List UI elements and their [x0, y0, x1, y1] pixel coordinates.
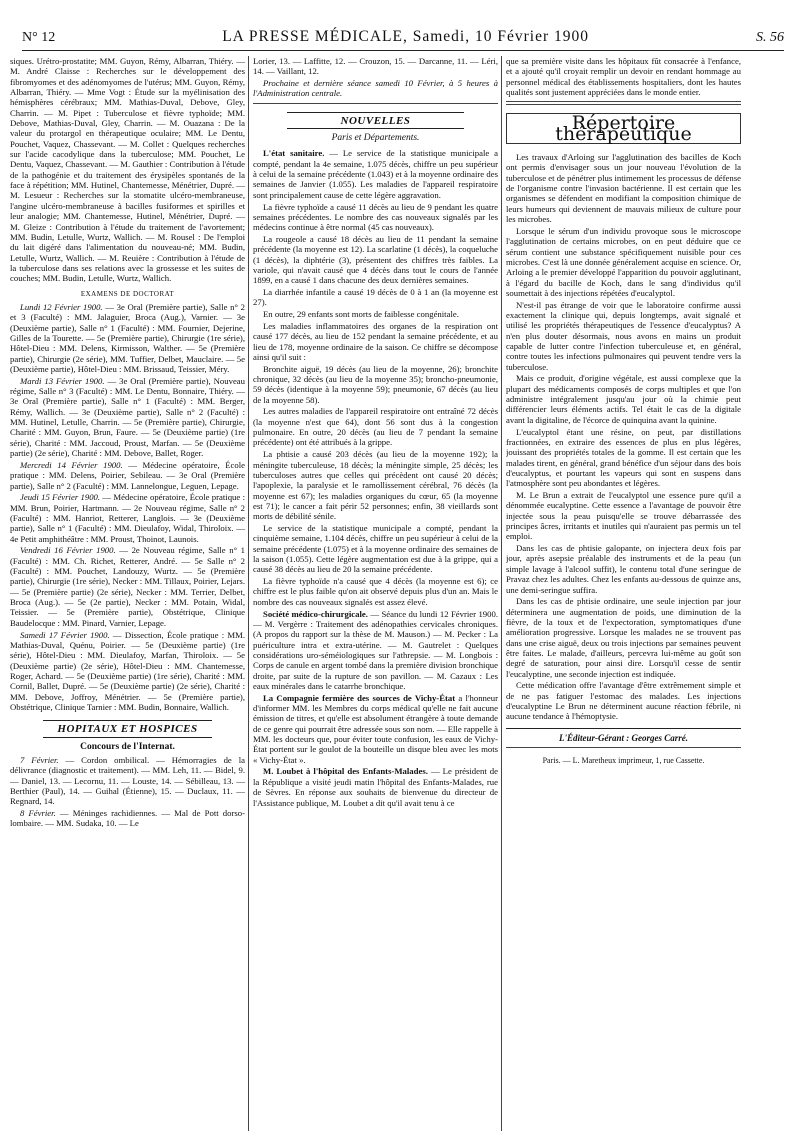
loubet-paragraph: M. Loubet à l'hôpital des Enfants-Malades. — Le président de la République a visité jeudi matin l'hôpital des Enfants-Malades, rue de Sèvres. En réponse aux souhaits de bienvenue du directeur de l'Assistance publique, M. Loubet a dit qu'il avait tenu à ce	[253, 766, 498, 808]
repertoire-paragraph-3: N'est-il pas étrange de voir que le laboratoire confirme aussi exactement la clinique qui, depuis longtemps, avait signalé et utilisé les propriétés thérapeutiques de l'essence d'eucalyptus? A n'en plus douter désormais, nous avons en mains un produit capable de lutter contre l'infection tuberculeuse et, en général, contre toutes les infections pulmonaires qui peuvent tendre vers la tuberculose.	[506, 299, 741, 372]
repertoire-paragraph-7: Dans les cas de phtisie galopante, on injectera deux fois par jour, après asepsie préalable des instruments et de la peau (un simple lavage à l'alcool suffit), le contenu total d'une seringue de Pravaz chez les adultes. Chez les enfants au-dessous de quinze ans, une demi-seringue suffira.	[506, 543, 741, 595]
editor-manager: L'Éditeur-Gérant : Georges Carré.	[559, 732, 688, 743]
loubet-continued: que sa première visite dans les hôpitaux fût consacrée à l'enfance, et a ajouté qu'il croyait remplir un devoir en rendant hommage au personnel médical des établissements hospitaliers, dont les hautes qualités sont justement appréciées dans le monde entier.	[506, 56, 741, 98]
concours-paragraph-2: 8 Février. — Méninges rachidiennes. — Mal de Pott dorso-lombaire. — MM. Sudaka, 10. — Le	[10, 808, 245, 829]
exam-mercredi: Mercredi 14 Février 1900. — Médecine opératoire, École pratique : MM. Delens, Poirier, Sebileau. — 3e Oral (Première partie), Salle n° 2 (Faculté) : MM. Lannelongue, Leguen, Lepage.	[10, 459, 245, 491]
vichy-paragraph: La Compagnie fermière des sources de Vichy-État a l'honneur d'informer MM. les Membres du corps médical qu'elle ne fait aucune émission de titres, et qu'elle est absolument étrangère à toute demande de ce genre qui pourrait être adressée sous son nom. — Elle rappelle à MM. les docteurs que, pour éviter toute confusion, les eaux de Vichy-État portent sur le goulot de la bouteille un disque bleu avec les mots « Vichy-État ».	[253, 692, 498, 765]
divider	[506, 728, 741, 729]
repertoire-paragraph-8: Dans les cas de phtisie ordinaire, une seule injection par jour déterminera une augmentation de poids, une diminution de la fièvre, de la toux et de l'expectoration, symptomatiques d'une amélioration progressive. Lorsque les malades ne se trouvent pas dans une crise aiguë, deux ou trois injections par semaines peuvent être faites. Le malade, d'ailleurs, percevra lui-même au goût son degré de saturation, pour ainsi dire. Lorsqu'il cesse de sentir l'eucalyptine, une seconde injection est indiquée.	[506, 596, 741, 679]
concours-paragraph: 7 Février. — Cordon ombilical. — Hémorragies de la délivrance (diagnostic et traitement). — MM. Leh, 11. — Bidel, 9. — Daniel, 13. — Lecornu, 11. — Louste, 14. — Sébilleau, 13. — Berthier (Paul), 14. — Guihal (Étienne), 15. — Duclaux, 11. — Regnard, 14.	[10, 754, 245, 807]
repertoire-paragraph-6: M. Le Brun a extrait de l'eucalyptol une essence pure qu'il a dénommée eucalyptine. Cette essence a l'avantage de pouvoir être injectée sous la peau puisqu'elle se trouve débarrassée des principes âcres, irritants et inutiles qui n'auraient pas permis un tel emploi.	[506, 490, 741, 542]
printer-line: Paris. — L. Maretheux imprimeur, 1, rue Cassette.	[542, 756, 705, 766]
page-header	[22, 20, 784, 51]
column-divider	[501, 56, 502, 1131]
repertoire-heading: Répertoire thérapeutique	[506, 113, 741, 144]
sanitary-paragraph: L'état sanitaire. — Le service de la statistique municipale a compté, pendant la 4e semaine, 1.075 décès, chiffre un peu supérieur à celui de la semaine précédente (1.043) et à la moyenne ordinaire des semaines de Janvier (1.055). Les maladies de l'appareil respiratoire sont principalement cause de cette légère aggravation.	[253, 148, 498, 200]
repertoire-paragraph-4: Mais ce produit, d'origine végétale, est aussi complexe que la plupart des médicaments composés de corps multiples et que l'on administre intégralement jusqu'au jour où la chimie peut différencier leurs éléments actifs. Tel était le cas de la digitale avant la digitaline, de l'écorce de quinquina avant la quinine.	[506, 373, 741, 425]
typhoid-paragraph: La fièvre typhoïde a causé 11 décès au lieu de 9 pendant les quatre semaines précédentes. Le nombre des cas nouveaux signalés par les médecins continue à être normal (45 cas nouveaux).	[253, 201, 498, 233]
hospitals-heading: HOPITAUX ET HOSPICES	[43, 720, 212, 737]
society-paragraph: Société médico-chirurgicale. — Séance du lundi 12 Février 1900. — M. Vergèrre : Traitement des adénopathies cervicales chroniques. (A propos du rapport sur la thèse de M. Mauson.) — M. Pecker : La puériculture intra et extra-utérine. — M. Gautrelet : Quelques considérations uro-séméiologiques sur l'athrepsie. — M. Longbois : Corps de canule en argent tombé dans la première division bronchique droite, par suite de la rupture de son pavillon. — M. Cazaux : Les eaux minérales dans le catarrhe bronchique.	[253, 608, 498, 691]
double-rule	[506, 101, 741, 105]
column-3	[506, 56, 741, 1136]
journal-title: LA PRESSE MÉDICALE, Samedi, 10 Février 1900	[222, 28, 589, 45]
exam-lundi: Lundi 12 Février 1900. — 3e Oral (Première partie), Salle n° 2 et 3 (Faculté) : MM. Jalaguier, Broca (Aug.), Varnier. — 3e (Deuxième partie), Salle n° 1 (Faculté) : MM. Fournier, Dejerine, Gilles de la Tourette. — 5e (Première partie), Chirurgie (1re série), Hôtel-Dieu : MM. Delens, Kirmisson, Walther. — 5e (Première partie), Chirurgie (2e série), MM. Tuffier, Delbet, Mauclaire. — 5e (Deuxième partie), Hôtel-Dieu : MM. Brissaud, Teissier, Méry.	[10, 301, 245, 374]
exam-vendredi: Vendredi 16 Février 1900. — 2e Nouveau régime, Salle n° 1 (Faculté) : MM. Ch. Richet, Retterer, André. — 5e Salle n° 2 (Faculté) : MM. Pouchet, Landouzy, Wurtz. — 5e (Première partie), Chirurgie (1re série), Necker : MM. Tillaux, Poirier, Lejars. — 5e (Première partie) (2e série), Necker : MM. Terrier, Delbet, Broca (Aug.). — 5e (2e partie), Necker : MM. Potain, Widal, Teissier. — 5e (Première partie), Obstétrique, Clinique Baudelocque : MM. Pinard, Varnier, Lepage.	[10, 545, 245, 628]
statistics-paragraph: Le service de la statistique municipale a compté, pendant la cinquième semaine, 1.104 décès, chiffre un peu supérieur à celui de la semaine précédente (1.075) et à la moyenne ordinaire des semaines de la saison (1.055). Cette légère augmentation est due à la grippe, qui a causé 38 décès au lieu de 20 la semaine précédente.	[253, 523, 498, 575]
measles-paragraph: La rougeole a causé 18 décès au lieu de 11 pendant la semaine précédente (la moyenne est 12). La scarlatine (1 décès), la coqueluche (1 décès), la diphtérie (3), présentent des chiffres très faibles. La variole, qui n'avait causé que 4 décès dans tout le cours de l'année 1899, en a causé 1 dans chacune des deux dernières semaines.	[253, 233, 498, 286]
exam-jeudi: Jeudi 15 Février 1900. — Médecine opératoire, École pratique : MM. Brun, Poirier, Hartmann. — 2e Nouveau régime, Salle n° 2 (Faculté) : MM. Hanriot, Retterer, Langlois. — 3e (Deuxième partie), Salle n° 1 (Faculté) : MM. Dieulafoy, Widal, Thiroloix. — 4e Petit amphithéâtre : MM. Proust, Thoinot, Launois.	[10, 492, 245, 544]
divider	[506, 747, 741, 748]
nouvelles-heading: NOUVELLES	[287, 112, 463, 129]
exam-heading: EXAMENS DE DOCTORAT	[80, 289, 175, 298]
concours-continued: Lorier, 13. — Laffitte, 12. — Crouzon, 15. — Darcanne, 11. — Léri, 14. — Vaillant, 12.	[253, 56, 498, 77]
issue-number: N° 12	[22, 30, 56, 45]
congenital-paragraph: En outre, 29 enfants sont morts de faiblesse congénitale.	[263, 309, 459, 320]
column-2	[253, 56, 498, 1136]
diarrhea-paragraph: La diarrhée infantile a causé 19 décès de 0 à 1 an (la moyenne est 27).	[253, 287, 498, 308]
theses-paragraph: siques. Urétro-prostatite; MM. Guyon, Rémy, Albarran, Thiéry. — M. André Claisse : Recherches sur le développement des fibromyomes et des adénomyomes de l'utérus; MM. Guyon, Rémy, Albarran, Thiéry. — Mme Vogt : Étude sur la myélinisation des hémisphères cérébraux; MM. Mathias-Duval, Debove, Gley, Charrin. — M. Pipet : Tuberculose et fièvre typhoïde; MM. Debove, Mathias-Duval, Gley, Charrin. — M. Ouazana : De la valeur du protargol en thérapeutique oculaire; MM. Le Dentu, Pouchet, Vaquez, Chassevant. — M. Collet : Quelques recherches sur l'acide cacodylique dans la tuberculose; MM. Pouchet, Le Dentu, Vaquez, Chassevant. — M. Gauthier : Contribution à l'étude de la pathogénie et du traitement des érysipèles spontanés de la face à répétition; MM. Hutinel, Chantemesse, Ménétrier, Dupré. — M. Lesueur : Recherches sur la stomatite ulcéro-membraneuse, l'angine ulcéro-membraneuse à bacilles fusiformes et spirilles et leur analogie; MM. Chantemesse, Hutinel, Ménétrier, Dupré. — M. Gleize : Contribution à l'étude du traitement de l'avortement; MM. Budin, Letulle, Wurtz, Wallich. — M. Rousel : De l'emploi du lait digéré dans l'alimentation du nouveau-né; MM. Budin, Letulle, Wurtz, Wallich. — M. Reuière : Contribution à l'étude de la tuberculose dans ses relations avec la grossesse et les suites de couches; MM. Budin, Letulle, Wurtz, Wallich.	[10, 56, 245, 284]
respiratory-paragraph: Les maladies inflammatoires des organes de la respiration ont causé 177 décès, au lieu de 152 pendant la semaine précédente, et au lieu de 178, moyenne ordinaire de la saison. Ce chiffre se décompose ainsi qu'il suit :	[253, 320, 498, 362]
divider	[253, 103, 498, 104]
other-respiratory-paragraph: Les autres maladies de l'appareil respiratoire ont entraîné 72 décès (la moyenne n'est que 64), dont 56 sont dus à la congestion pulmonaire. En outre, 20 décès (au lieu de 7 pendant la semaine précédente) ont été attribués à la grippe.	[253, 406, 498, 448]
concours-heading: Concours de l'Internat.	[80, 741, 175, 752]
bronchitis-paragraph: Bronchite aiguë, 19 décès (au lieu de la moyenne, 26); bronchite chronique, 32 décès (au lieu de la moyenne 35); broncho-pneumonie, 59 décès (identique à la moyenne 59); pneumonie, 67 décès (au lieu de la moyenne 58).	[253, 363, 498, 405]
repertoire-paragraph-1: Les travaux d'Arloing sur l'agglutination des bacilles de Koch ont permis d'envisager sous un jour nouveau l'évolution de la tuberculose et de pénétrer plus intimement les processus de défense de l'organisme contre l'invasion bactérienne. Il est certain que les organismes se défendent en modifiant la composition chimique de leurs humeurs qui deviennent de mauvais milieux de culture pour les microbes.	[506, 152, 741, 225]
repertoire-paragraph-2: Lorsque le sérum d'un individu provoque sous le microscope l'agglutination de certains microbes, on en peut déduire que ce sérum contient une substance spécifiquement nuisible pour ces microbes. C'est là une donnée généralement acquise en science. Or, Arloing a le premier développé l'apparition du pouvoir agglutinant, à l'égard du bacille de Koch, dans le sang d'individus qu'il soumettait à des injections répétées d'eucalyptol.	[506, 225, 741, 298]
phthisis-paragraph: La phtisie a causé 203 décès (au lieu de la moyenne 192); la méningite tuberculeuse, 18 décès; la méningite simple, 25 décès; les tuberculoses autres que celles qui précèdent ont causé 20 décès; l'apoplexie, la paralysie et le ramollissement cérébral, 76 décès (la moyenne est 67); les maladies organiques du cœur, 65 (la moyenne est 71); le cancer a fait périr 52 personnes; enfin, 38 vieillards sont morts de débilité sénile.	[253, 449, 498, 522]
next-session-note: Prochaine et dernière séance samedi 10 Février, à 5 heures à l'Administration centrale.	[253, 78, 498, 99]
repertoire-paragraph-9: Cette médication offre l'avantage d'être extrêmement simple et de ne pas fatiguer l'estomac des malades. Les injections d'eucalyptine Le Brun ne déterminent aucune réaction fébrile, ni aucune tendance à l'hémoptysie.	[506, 680, 741, 722]
exam-mardi: Mardi 13 Février 1900. — 3e Oral (Première partie), Nouveau régime, Salle n° 3 (Faculté) : MM. Le Dentu, Bonnaire, Thiéry. — 3e Oral (Première partie), Salle n° 1 (Faculté) : MM. Berger, Rémy, Wallich. — 3e (Deuxième partie), Salle n° 2 (Faculté) : MM. Hutinel, Letulle, Charrin. — 5e (Première partie), Chirurgie, Charité : MM. Guyon, Brun, Faure. — 5e (Deuxième partie) (1re série), Charité : MM. Jaccoud, Proust, Marfan. — 5e (Deuxième partie) (2e série), Charité : MM. Debove, Ballet, Roger.	[10, 375, 245, 459]
column-divider	[248, 56, 249, 1131]
page-number: S. 56	[756, 30, 784, 45]
paris-heading: Paris et Départements.	[331, 133, 420, 144]
repertoire-paragraph-5: L'eucalyptol étant une résine, on peut, par distillations fractionnées, en extraire des essences de plus en plus légères, jouissant des propriétés totales de la gomme. Il est certain que les malades tirent, en général, grand bénéfice d'un séjour dans des bois d'eucalyptus, et pourtant les vapeurs qui sont en suspens dans l'atmosphère sont peu abondantes et légères.	[506, 426, 741, 489]
typhoid-paragraph-2: La fièvre typhoïde n'a causé que 4 décès (la moyenne est 6); ce chiffre est le plus faible qu'on ait observé depuis plus d'un an. Mais le nombre des cas nouveaux signalés est assez élevé.	[253, 576, 498, 607]
column-1	[10, 56, 245, 1136]
exam-samedi: Samedi 17 Février 1900. — Dissection, École pratique : MM. Mathias-Duval, Quénu, Poirier. — 5e (Deuxième partie) (1re série), Hôtel-Dieu : MM. Dieulafoy, Marfan, Thiroloix. — 5e (Deuxième partie) (2e série), Hôtel-Dieu : MM. Chantemesse, Roger, Achard. — 5e (Deuxième partie) (1re série), Charité : MM. Cornil, Ballet, Dupré. — 5e (Deuxième partie) (2e série), Charité : MM. Debove, Joffroy, Ménétrier. — 5e (Première partie), Obstétrique, Clinique Tarnier : MM. Budin, Bonnaire, Wallich.	[10, 629, 245, 712]
